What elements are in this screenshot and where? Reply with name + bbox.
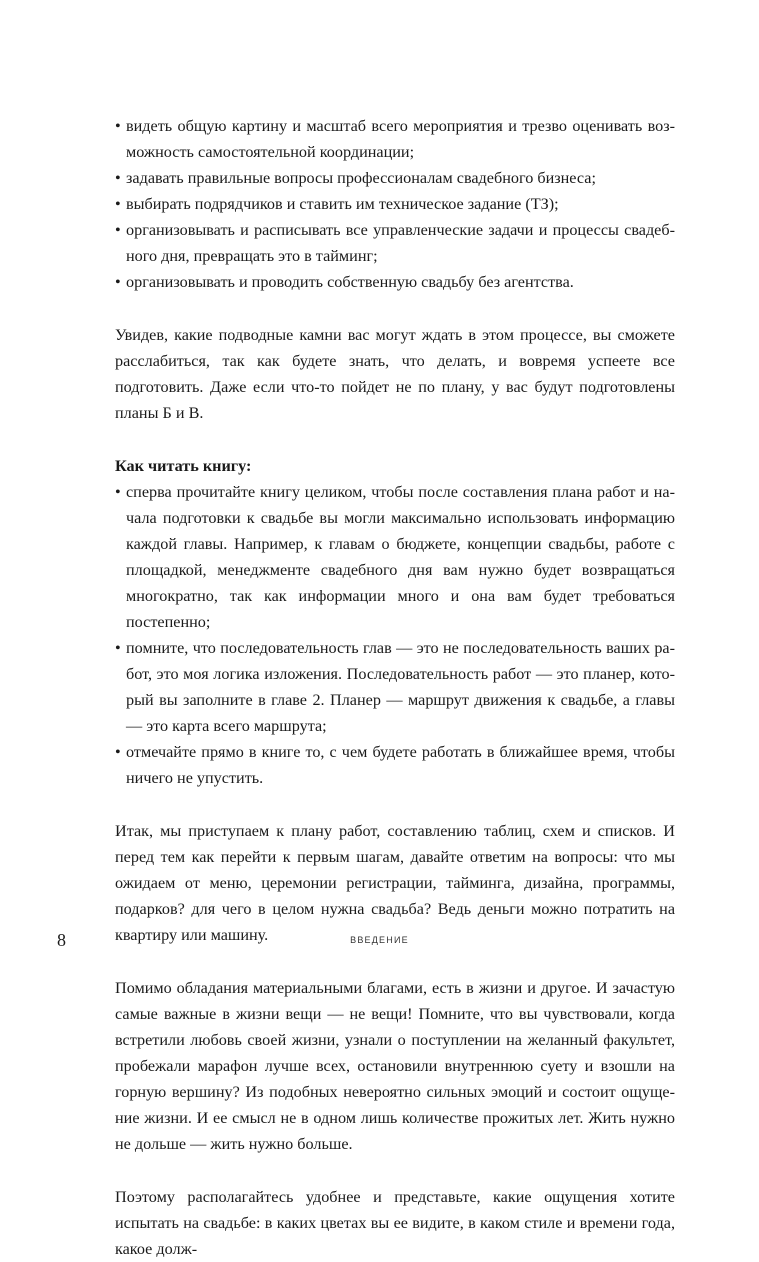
list-item: • видеть общую картину и масштаб всего мероприятия и трезво оценивать возможность самостоятельной координации; [115, 113, 675, 165]
list-item: • задавать правильные вопросы профессионалам свадебного бизнеса; [115, 165, 675, 191]
running-footer: ВВЕДЕНИЕ [350, 935, 409, 945]
list-item: • отмечайте прямо в книге то, с чем будете работать в ближайшее время, чтобы ничего не упустить. [115, 739, 675, 791]
page-body [115, 113, 675, 1262]
paragraph: Поэтому располагайтесь удобнее и представьте, какие ощущения хотите испытать на свадьбе: в каких цветах вы ее видите, в каком стиле и времени года, какое долж- [115, 1188, 675, 1258]
section-heading: Как читать книгу: [115, 457, 252, 475]
list-item: • организовывать и расписывать все управленческие задачи и процессы свадебного дня, превращать это в тайминг; [115, 217, 675, 269]
intro-bullet-list [115, 113, 675, 295]
paragraph: Увидев, какие подводные камни вас могут ждать в этом процессе, вы сможете расслабиться, так как будете знать, что делать, и вовремя успеете все подготовить. Даже если что-то пойдет не по плану, у вас будут подготовлены планы Б и В. [115, 326, 675, 422]
list-item: • выбирать подрядчиков и ставить им техническое задание (ТЗ); [115, 191, 675, 217]
page-number: 8 [57, 930, 66, 950]
list-item: • сперва прочитайте книгу целиком, чтобы после составления плана работ и начала подготовки к свадьбе вы могли максимально использовать информацию каждой главы. Например, к главам о бюджете, концепции свадьбы, работе с площадкой, менеджменте свадебного дня вам нужно будет возвращаться многократно, так как информации много и она вам будет требоваться постепенно; [115, 479, 675, 635]
list-item: • организовывать и проводить собственную свадьбу без агентства. [115, 269, 675, 295]
paragraph: Итак, мы приступаем к плану работ, составлению таблиц, схем и списков. И перед тем как перейти к первым шагам, давайте ответим на вопросы: что мы ожидаем от меню, церемонии регистрации, тайминга, дизайна, программы, подарков? для чего в целом нужна свадьба? Ведь деньги можно потратить на квартиру или машину. [115, 822, 675, 944]
how-to-read-bullet-list [115, 479, 675, 791]
list-item: • помните, что последовательность глав — это не последовательность ваших работ, это моя логика изложения. Последовательность работ — это планер, который вы заполните в главе 2. Планер — маршрут движения к свадьбе, а главы — это карта всего маршрута; [115, 635, 675, 739]
paragraph: Помимо обладания материальными благами, есть в жизни и другое. И зачастую самые важные в жизни вещи — не вещи! Помните, что вы чувствовали, когда встретили любовь своей жизни, узнали о поступлении на желанный факультет, пробежали марафон лучше всех, остановили внутреннюю суету и взошли на горную вершину? Из подобных невероятно сильных эмоций и состоит ощущение жизни. И ее смысл не в одном лишь количестве прожитых лет. Жить нужно не дольше — жить нужно больше. [115, 979, 675, 1153]
